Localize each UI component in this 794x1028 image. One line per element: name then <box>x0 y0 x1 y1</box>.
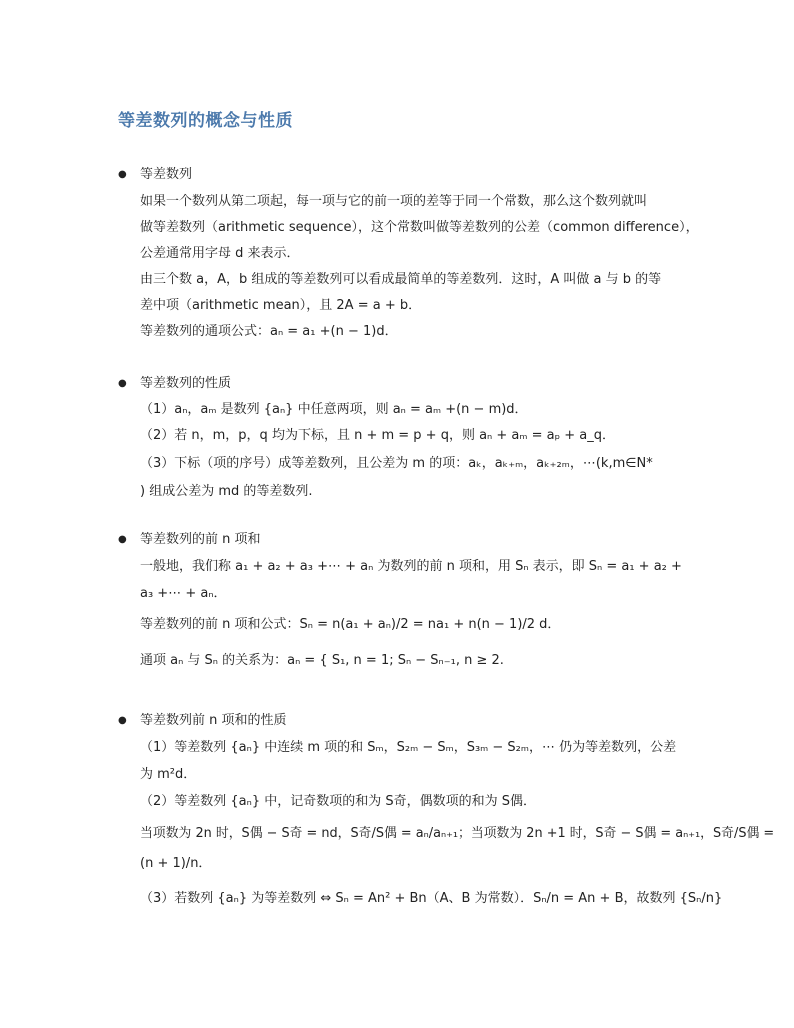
property-line: （3）下标（项的序号）成等差数列，且公差为 m 的项：aₖ，aₖ₊ₘ，aₖ₊₂ₘ，⋯(k,m∈N* <box>140 456 653 471</box>
bullet-icon: ● <box>118 169 127 180</box>
paragraph-line: 一般地，我们称 a₁ + a₂ + a₃ +⋯ + aₙ 为数列的前 n 项和，用 Sₙ 表示，即 Sₙ = a₁ + a₂ + <box>140 559 682 574</box>
paragraph-line: 公差通常用字母 d 来表示． <box>140 246 300 261</box>
paragraph-line: 由三个数 a，A，b 组成的等差数列可以看成最简单的等差数列．这时，A 叫做 a 与 b 的等 <box>140 272 662 287</box>
property-line: ) 组成公差为 md 的等差数列. <box>140 484 313 499</box>
bullet-icon: ● <box>118 715 127 726</box>
property-line: （1）aₙ，aₘ 是数列 {aₙ} 中任意两项，则 aₙ = aₘ +(n − m)d． <box>140 402 528 417</box>
formula-line: 等差数列的前 n 项和公式：Sₙ = n(a₁ + aₙ)/2 = na₁ + n(n − 1)/2 d． <box>140 617 561 632</box>
property-line: 为 m²d． <box>140 767 197 782</box>
property-line: （2）等差数列 {aₙ} 中，记奇数项的和为 S奇，偶数项的和为 S偶． <box>140 794 536 809</box>
formula-line: (n + 1)/n． <box>140 856 212 871</box>
paragraph-line: 差中项（arithmetic mean），且 2A = a + b． <box>140 298 422 313</box>
paragraph-line: 做等差数列（arithmetic sequence），这个常数叫做等差数列的公差（common difference）， <box>140 220 699 235</box>
section-heading: 等差数列前 n 项和的性质 <box>140 713 287 728</box>
bullet-icon: ● <box>118 534 127 545</box>
formula-line: 通项 aₙ 与 Sₙ 的关系为：aₙ = { S₁, n = 1; Sₙ − Sₙ₋₁, n ≥ 2. <box>140 653 504 668</box>
section-heading: 等差数列的前 n 项和 <box>140 532 261 547</box>
property-line: （1）等差数列 {aₙ} 中连续 m 项的和 Sₘ，S₂ₘ − Sₘ，S₃ₘ − S₂ₘ，⋯ 仍为等差数列，公差 <box>140 740 677 755</box>
bullet-icon: ● <box>118 378 127 389</box>
formula-line: 当项数为 2n 时，S偶 − S奇 = nd，S奇/S偶 = aₙ/aₙ₊₁；当项数为 2n +1 时，S奇 − S偶 = aₙ₊₁，S奇/S偶 = <box>140 826 775 841</box>
paragraph-line: a₃ +⋯ + aₙ． <box>140 586 227 601</box>
formula-line: 等差数列的通项公式：aₙ = a₁ +(n − 1)d． <box>140 324 398 339</box>
paragraph-line: 如果一个数列从第二项起，每一项与它的前一项的差等于同一个常数，那么这个数列就叫 <box>140 194 648 209</box>
property-line: （3）若数列 {aₙ} 为等差数列 ⇔ Sₙ = An² + Bn（A、B 为常数）．Sₙ/n = An + B，故数列 {Sₙ/n} <box>140 891 723 906</box>
property-line: （2）若 n，m，p，q 均为下标，且 n + m = p + q，则 aₙ + aₘ = aₚ + a_q． <box>140 428 616 443</box>
section-heading: 等差数列的性质 <box>140 376 232 391</box>
page-title: 等差数列的概念与性质 <box>118 111 293 131</box>
section-heading: 等差数列 <box>140 167 193 182</box>
